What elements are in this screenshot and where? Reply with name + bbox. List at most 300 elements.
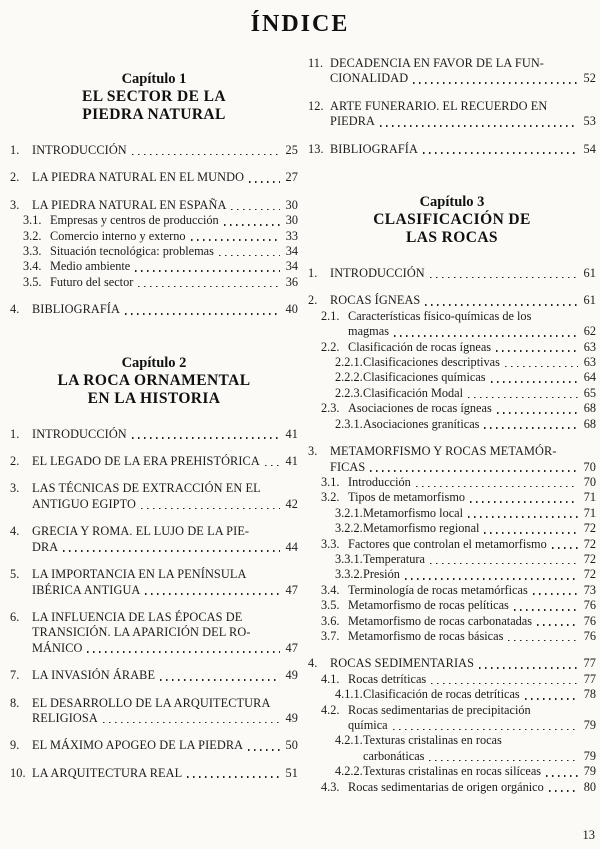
entry-page-number: 65 [583, 385, 596, 400]
entry-text: Futuro del sector [50, 274, 134, 289]
entry-page-number: 77 [583, 656, 596, 671]
entry-text: CIONALIDAD [330, 71, 409, 86]
entry-number: 4.3. [321, 779, 340, 794]
toc-entry [308, 490, 596, 505]
entry-text: LA PIEDRA NATURAL EN EL MUNDO [32, 170, 245, 185]
entry-page-number: 52 [583, 71, 596, 86]
entry-last-line [363, 506, 596, 521]
entry-text: Rocas sedimentarias de origen orgánico [348, 779, 544, 794]
entry-last-line [363, 386, 596, 401]
entry-page-number: 40 [285, 302, 298, 317]
entry-last-line [348, 324, 596, 339]
toc-entry [308, 552, 596, 567]
toc-left-column [10, 44, 298, 795]
dot-leader [468, 397, 578, 399]
entry-last-line [32, 497, 298, 512]
toc-entry [308, 780, 596, 795]
dot-leader [533, 593, 578, 595]
entry-number: 1. [10, 426, 20, 441]
entry-page-number: 76 [583, 598, 596, 613]
toc-entry [308, 340, 596, 355]
dot-leader [552, 547, 578, 549]
toc-entry [308, 401, 596, 416]
chapter-title-line: LAS ROCAS [406, 229, 498, 247]
entry-number: 2. [10, 454, 20, 469]
entry-page-number: 78 [583, 687, 596, 702]
chapter-number: Capítulo 3 [419, 194, 485, 211]
entry-text: Medio ambiente [50, 259, 131, 274]
entry-text: Clasificaciones químicas [363, 370, 486, 385]
entry-number: 4.1.1. [335, 687, 363, 702]
chapter-title-line: CLASIFICACIÓN DE [373, 211, 531, 229]
entry-number: 2.3.1. [335, 416, 363, 431]
entry-text-line: GRECIA Y ROMA. EL LUJO DE LA PIE- [32, 524, 250, 539]
entry-last-line [363, 552, 596, 567]
entry-last-line [363, 521, 596, 536]
dot-leader [393, 729, 578, 731]
entry-page-number: 47 [285, 640, 298, 655]
toc-entry [10, 738, 298, 753]
entry-page-number: 49 [285, 668, 298, 683]
entry-last-line [50, 213, 298, 228]
entry-last-line [348, 614, 596, 629]
entry-number: 11. [308, 56, 324, 70]
toc-entry [308, 370, 596, 385]
dot-leader [219, 255, 280, 257]
entry-text: Introducción [348, 474, 411, 489]
entry-text: Metamorfismo regional [363, 521, 480, 536]
chapter-number: Capítulo 2 [121, 354, 187, 371]
entry-text: Terminología de rocas metamórficas [348, 582, 528, 597]
dot-leader [497, 412, 578, 414]
entry-text-line: ARTE FUNERARIO. EL RECUERDO EN [330, 98, 548, 113]
entry-number: 3.4. [321, 582, 340, 597]
toc-entry [10, 696, 298, 727]
entry-number: 3.2. [321, 490, 340, 505]
entry-page-number: 27 [285, 170, 298, 185]
entry-last-line [32, 641, 298, 656]
entry-text: Temperatura [363, 551, 425, 566]
entry-number: 3.6. [321, 613, 340, 628]
toc-entry [308, 386, 596, 401]
entry-number: 3.5. [321, 598, 340, 613]
entry-page-number: 44 [285, 539, 298, 554]
dot-leader [430, 277, 578, 279]
toc-entry [10, 567, 298, 598]
entry-page-number: 42 [285, 496, 298, 511]
entry-text-line: Características físico-químicas de los [348, 308, 532, 323]
entry-page-number: 62 [583, 324, 596, 339]
entry-text: química [348, 718, 388, 732]
chapter-number: Capítulo 1 [121, 71, 187, 87]
toc-right-column [308, 44, 596, 795]
entry-text: BIBLIOGRAFÍA [32, 302, 120, 317]
entry-text: LA ARQUITECTURA REAL [32, 765, 183, 780]
dot-leader [430, 563, 578, 565]
toc-entry [308, 56, 596, 87]
entry-last-line [32, 427, 298, 442]
entry-last-line [348, 629, 596, 644]
chapter-heading [16, 70, 292, 124]
dot-leader [132, 154, 280, 156]
entry-text: Metamorfismo local [363, 505, 464, 520]
dot-leader [87, 651, 280, 653]
dot-leader [132, 437, 280, 439]
dot-leader [405, 578, 578, 580]
toc-entry [308, 567, 596, 582]
entry-last-line [32, 668, 298, 683]
entry-text-line: Rocas sedimentarias de precipitación [348, 702, 531, 717]
toc-entry [308, 266, 596, 281]
toc-entry [308, 475, 596, 490]
dot-leader [496, 350, 578, 352]
entry-number: 3.2.1. [335, 505, 363, 520]
toc-entry [10, 229, 298, 244]
entry-last-line [363, 687, 596, 702]
entry-number: 3.2. [23, 228, 42, 243]
dot-leader [187, 776, 280, 778]
entry-number: 3.3. [321, 536, 340, 551]
entry-last-line [363, 764, 596, 779]
entry-number: 7. [10, 668, 20, 683]
entry-page-number: 70 [583, 459, 596, 474]
entry-text: Tipos de metamorfismo [348, 490, 466, 505]
dot-leader [431, 683, 578, 685]
page-title: ÍNDICE [250, 11, 350, 37]
entry-text: Metamorfismo de rocas carbonatadas [348, 613, 533, 628]
chapter-title-line: PIEDRA NATURAL [82, 106, 226, 123]
entry-page-number: 72 [583, 536, 596, 551]
entry-last-line [348, 583, 596, 598]
dot-leader [429, 760, 578, 762]
entry-page-number: 36 [285, 274, 298, 289]
entry-number: 4.2. [321, 702, 340, 717]
folio-page-number: 13 [582, 828, 595, 842]
entry-number: 13. [308, 141, 324, 156]
entry-page-number: 64 [583, 370, 596, 385]
entry-text: Clasificación de rocas detríticas [363, 687, 520, 702]
entry-number: 3.2.2. [335, 521, 363, 536]
chapter-title-line: EL SECTOR DE LA [82, 88, 226, 105]
entry-number: 3. [308, 444, 318, 459]
toc-entry [308, 687, 596, 702]
entry-text: LA INVASIÓN ÁRABE [32, 668, 156, 683]
entry-page-number: 25 [285, 143, 298, 157]
entry-text: Clasificación de rocas ígneas [348, 339, 492, 354]
dot-leader [138, 286, 280, 288]
entry-text: Factores que controlan el metamorfismo [348, 536, 547, 551]
entry-last-line [363, 417, 596, 432]
dot-leader [125, 313, 280, 315]
entry-number: 3.3.2. [335, 567, 363, 582]
entry-text: LA PIEDRA NATURAL EN ESPAÑA [32, 197, 227, 212]
entry-last-line [348, 780, 596, 795]
entry-last-line [32, 302, 298, 317]
dot-leader [231, 209, 280, 211]
entry-page-number: 51 [285, 765, 298, 780]
dot-leader [224, 224, 280, 226]
toc-entry [10, 524, 298, 555]
entry-text: Metamorfismo de rocas básicas [348, 628, 504, 643]
dot-leader [145, 593, 280, 595]
entry-number: 4.2.2. [335, 764, 363, 779]
toc-entry [308, 99, 596, 130]
entry-text-line: DECADENCIA EN FAVOR DE LA FUN- [330, 56, 544, 70]
entry-text: ROCAS ÍGNEAS [330, 293, 421, 308]
entry-number: 4. [10, 302, 20, 317]
entry-text-line: METAMORFISMO Y ROCAS METAMÓR- [330, 444, 557, 459]
dot-leader [135, 270, 280, 272]
entry-last-line [363, 749, 596, 764]
entry-last-line [32, 198, 298, 213]
toc-entry [10, 454, 298, 469]
dot-leader [63, 550, 280, 552]
entry-text: RELIGIOSA [32, 710, 98, 725]
dot-leader [425, 304, 578, 306]
entry-text: INTRODUCCIÓN [32, 143, 127, 157]
toc-entry [308, 417, 596, 432]
entry-last-line [363, 567, 596, 582]
entry-number: 2.3. [321, 401, 340, 416]
dot-leader [160, 679, 280, 681]
entry-number: 8. [10, 695, 20, 710]
entry-number: 2.2.1. [335, 355, 363, 370]
dot-leader [248, 749, 280, 751]
dot-leader [505, 366, 578, 368]
entry-number: 2.2.2. [335, 370, 363, 385]
entry-text-line: LA IMPORTANCIA EN LA PENÍNSULA [32, 567, 247, 582]
entry-text: ANTIGUO EGIPTO [32, 496, 136, 511]
dot-leader [549, 790, 578, 792]
entry-text: Texturas cristalinas en rocas silíceas [363, 764, 542, 779]
entry-last-line [32, 454, 298, 469]
entry-text: DRA [32, 539, 59, 554]
entry-text-line: LAS TÉCNICAS DE EXTRACCIÓN EN EL [32, 481, 261, 496]
dot-leader [508, 640, 578, 642]
entry-page-number: 34 [285, 244, 298, 259]
entry-page-number: 68 [583, 416, 596, 431]
entry-number: 2.1. [321, 308, 340, 323]
entry-text: INTRODUCCIÓN [330, 266, 425, 281]
entry-page-number: 76 [583, 628, 596, 643]
toc-entry [10, 198, 298, 213]
toc-entry [308, 309, 596, 340]
entry-last-line [330, 114, 596, 129]
chapter-heading [16, 354, 292, 408]
toc-entry [308, 521, 596, 536]
dot-leader [249, 181, 280, 183]
entry-number: 1. [308, 266, 318, 281]
entry-text-line: TRANSICIÓN. LA APARICIÓN DEL RO- [32, 625, 251, 640]
toc-entry [308, 444, 596, 475]
toc-columns [0, 44, 600, 795]
entry-number: 3.1. [321, 474, 340, 489]
toc-entry [308, 142, 596, 157]
toc-entry [308, 293, 596, 308]
entry-text: Presión [363, 567, 400, 582]
entry-number: 3.7. [321, 628, 340, 643]
toc-entry [10, 610, 298, 656]
entry-page-number: 80 [583, 779, 596, 794]
entry-text: Situación tecnológica: problemas [50, 244, 214, 259]
toc-entry [10, 427, 298, 442]
entry-page-number: 71 [583, 490, 596, 505]
entry-text: Asociaciones de rocas ígneas [348, 401, 492, 416]
toc-entry [308, 506, 596, 521]
dot-leader [491, 381, 578, 383]
toc-entry [10, 170, 298, 185]
entry-last-line [348, 718, 596, 733]
entry-text: magmas [348, 324, 389, 339]
entry-number: 3. [10, 197, 20, 212]
entry-text: carbonáticas [363, 748, 425, 763]
entry-last-line [50, 259, 298, 274]
entry-page-number: 68 [583, 401, 596, 416]
entry-last-line [348, 537, 596, 552]
entry-page-number: 61 [583, 293, 596, 308]
dot-leader [141, 508, 280, 510]
entry-text: Clasificaciones descriptivas [363, 355, 500, 370]
entry-number: 1. [10, 143, 20, 157]
entry-page-number: 73 [583, 582, 596, 597]
dot-leader [484, 427, 578, 429]
entry-last-line [50, 229, 298, 244]
entry-page-number: 33 [285, 228, 298, 243]
entry-last-line [348, 490, 596, 505]
toc-entry [308, 598, 596, 613]
entry-text: EL LEGADO DE LA ERA PREHISTÓRICA [32, 454, 260, 469]
entry-last-line [32, 143, 298, 158]
entry-last-line [32, 766, 298, 781]
entry-page-number: 50 [285, 738, 298, 753]
toc-entry [308, 656, 596, 671]
entry-last-line [50, 275, 298, 290]
entry-page-number: 77 [583, 671, 596, 686]
entry-page-number: 54 [583, 141, 596, 156]
dot-leader [416, 486, 578, 488]
toc-entry [10, 481, 298, 512]
dot-leader [468, 516, 578, 518]
entry-last-line [330, 656, 596, 671]
entry-text: Metamorfismo de rocas pelíticas [348, 598, 509, 613]
entry-page-number: 47 [285, 582, 298, 597]
toc-entry [10, 213, 298, 228]
entry-page-number: 72 [583, 551, 596, 566]
entry-page-number: 63 [583, 339, 596, 354]
entry-last-line [330, 71, 596, 86]
entry-last-line [330, 293, 596, 308]
toc-entry [308, 614, 596, 629]
entry-text: BIBLIOGRAFÍA [330, 141, 418, 156]
toc-entry [10, 275, 298, 290]
entry-text: INTRODUCCIÓN [32, 426, 127, 441]
dot-leader [413, 82, 578, 84]
entry-number: 3.3. [23, 244, 42, 259]
dot-leader [525, 698, 578, 700]
entry-last-line [32, 711, 298, 726]
entry-number: 9. [10, 738, 20, 753]
entry-last-line [348, 672, 596, 687]
entry-page-number: 49 [285, 710, 298, 725]
dot-leader [546, 775, 578, 777]
dot-leader [470, 501, 578, 503]
entry-number: 10. [10, 765, 26, 780]
entry-page-number: 72 [583, 567, 596, 582]
entry-page-number: 34 [285, 259, 298, 274]
entry-page-number: 79 [583, 748, 596, 763]
dot-leader [191, 239, 280, 241]
entry-text-line: Texturas cristalinas en rocas [363, 733, 502, 748]
toc-entry [10, 302, 298, 317]
dot-leader [370, 470, 578, 472]
entry-number: 2. [10, 170, 20, 185]
entry-text: PIEDRA [330, 114, 376, 129]
entry-number: 5. [10, 567, 20, 582]
entry-text: Empresas y centros de producción [50, 213, 219, 228]
entry-last-line [330, 460, 596, 475]
entry-page-number: 30 [285, 213, 298, 228]
entry-number: 4. [308, 656, 318, 671]
toc-entry [308, 764, 596, 779]
entry-number: 4.2.1. [335, 733, 363, 748]
toc-entry [308, 703, 596, 734]
entry-number: 3.4. [23, 259, 42, 274]
dot-leader [537, 624, 578, 626]
entry-page-number: 79 [583, 764, 596, 779]
entry-page-number: 79 [583, 718, 596, 732]
toc-entry [308, 733, 596, 764]
entry-last-line [330, 266, 596, 281]
entry-text: EL MÁXIMO APOGEO DE LA PIEDRA [32, 738, 244, 753]
entry-last-line [32, 738, 298, 753]
entry-number: 4.1. [321, 671, 340, 686]
entry-last-line [330, 142, 596, 157]
entry-last-line [348, 401, 596, 416]
entry-page-number: 53 [583, 114, 596, 129]
entry-last-line [363, 370, 596, 385]
entry-number: 4. [10, 524, 20, 539]
dot-leader [265, 465, 280, 467]
toc-entry [308, 355, 596, 370]
entry-number: 2.2.3. [335, 385, 363, 400]
toc-entry [308, 537, 596, 552]
entry-last-line [348, 340, 596, 355]
entry-last-line [32, 540, 298, 555]
toc-entry [10, 244, 298, 259]
entry-text: MÁNICO [32, 640, 83, 655]
chapter-heading [314, 193, 590, 247]
entry-last-line [348, 598, 596, 613]
entry-page-number: 30 [285, 197, 298, 212]
entry-text: Clasificación Modal [363, 385, 464, 400]
chapter-title-line: LA ROCA ORNAMENTAL [57, 371, 251, 389]
entry-text: Comercio interno y externo [50, 228, 186, 243]
chapter-title-line: EN LA HISTORIA [87, 389, 221, 407]
entry-last-line [50, 244, 298, 259]
entry-page-number: 41 [285, 426, 298, 441]
entry-text-line: EL DESARROLLO DE LA ARQUITECTURA [32, 695, 271, 710]
dot-leader [103, 722, 280, 724]
entry-text: Rocas detríticas [348, 671, 427, 686]
toc-entry [10, 259, 298, 274]
entry-text: IBÉRICA ANTIGUA [32, 582, 141, 597]
entry-text: ROCAS SEDIMENTARIAS [330, 656, 475, 671]
toc-entry [10, 766, 298, 781]
entry-page-number: 63 [583, 355, 596, 370]
dot-leader [423, 152, 578, 154]
entry-last-line [32, 170, 298, 185]
entry-page-number: 70 [583, 474, 596, 489]
